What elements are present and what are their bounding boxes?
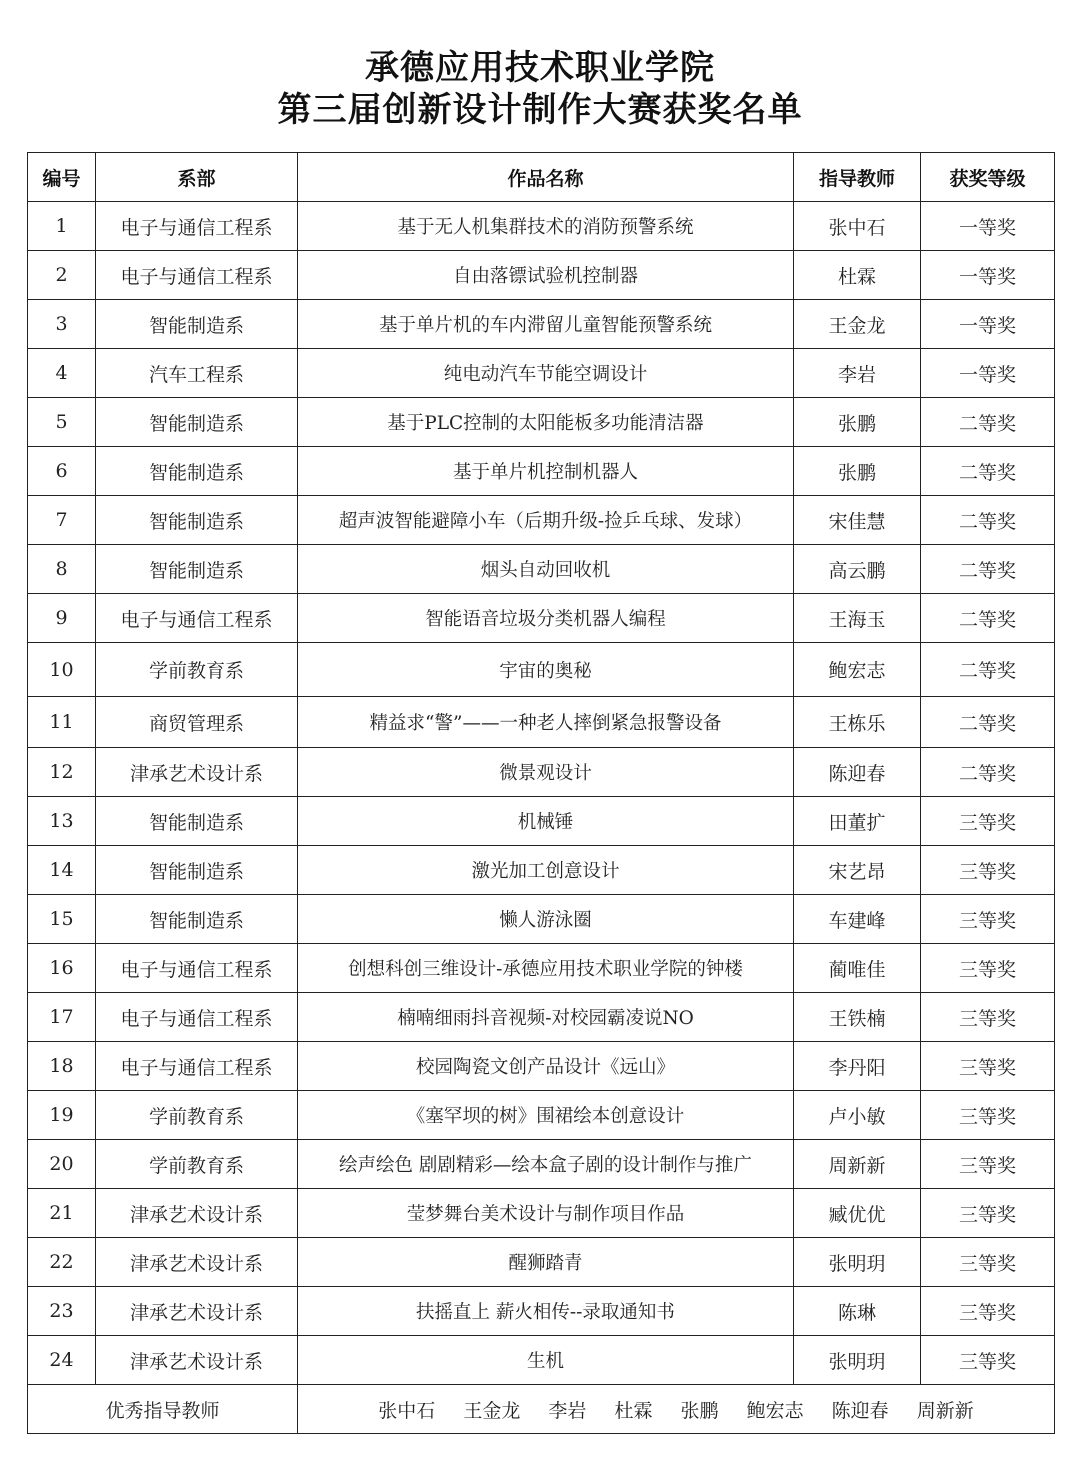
cell-department: 学前教育系 <box>96 1140 298 1189</box>
cell-number: 6 <box>28 447 96 496</box>
cell-number: 23 <box>28 1287 96 1336</box>
table-row <box>28 202 1055 251</box>
cell-department: 汽车工程系 <box>96 349 298 398</box>
cell-number: 14 <box>28 846 96 895</box>
cell-award-level: 三等奖 <box>921 1238 1055 1287</box>
table-row <box>28 643 1055 697</box>
table-row <box>28 251 1055 300</box>
excellent-teacher: 张鹏 <box>680 1399 719 1422</box>
table-row <box>28 895 1055 944</box>
excellent-teacher: 周新新 <box>916 1399 974 1422</box>
cell-work-title: 微景观设计 <box>298 748 794 797</box>
cell-number: 11 <box>28 697 96 748</box>
table-row <box>28 993 1055 1042</box>
cell-teacher: 张鹏 <box>794 398 921 447</box>
cell-award-level: 一等奖 <box>921 300 1055 349</box>
cell-teacher: 宋佳慧 <box>794 496 921 545</box>
cell-department: 智能制造系 <box>96 846 298 895</box>
excellent-teachers-list <box>298 1385 1055 1434</box>
document-subtitle: 第三届创新设计制作大赛获奖名单 <box>277 90 803 130</box>
table-header-row <box>28 153 1055 202</box>
cell-teacher: 王金龙 <box>794 300 921 349</box>
cell-work-title: 智能语音垃圾分类机器人编程 <box>298 594 794 643</box>
table-row <box>28 1189 1055 1238</box>
cell-teacher: 王栋乐 <box>794 697 921 748</box>
cell-teacher: 鲍宏志 <box>794 643 921 697</box>
cell-department: 津承艺术设计系 <box>96 1189 298 1238</box>
table-row <box>28 349 1055 398</box>
cell-award-level: 二等奖 <box>921 594 1055 643</box>
excellent-teacher: 陈迎春 <box>831 1399 889 1422</box>
cell-work-title: 基于无人机集群技术的消防预警系统 <box>298 202 794 251</box>
cell-number: 13 <box>28 797 96 846</box>
cell-teacher: 王铁楠 <box>794 993 921 1042</box>
document-title: 承德应用技术职业学院 <box>365 48 715 88</box>
cell-department: 津承艺术设计系 <box>96 1287 298 1336</box>
cell-department: 智能制造系 <box>96 398 298 447</box>
cell-number: 16 <box>28 944 96 993</box>
cell-work-title: 懒人游泳圈 <box>298 895 794 944</box>
cell-award-level: 三等奖 <box>921 944 1055 993</box>
cell-work-title: 莹梦舞台美术设计与制作项目作品 <box>298 1189 794 1238</box>
table-footer-row <box>28 1385 1055 1434</box>
cell-number: 7 <box>28 496 96 545</box>
cell-department: 学前教育系 <box>96 1091 298 1140</box>
cell-work-title: 醒狮踏青 <box>298 1238 794 1287</box>
cell-award-level: 二等奖 <box>921 643 1055 697</box>
cell-work-title: 基于单片机的车内滞留儿童智能预警系统 <box>298 300 794 349</box>
cell-award-level: 三等奖 <box>921 1091 1055 1140</box>
cell-work-title: 精益求“警”——一种老人摔倒紧急报警设备 <box>298 697 794 748</box>
cell-award-level: 三等奖 <box>921 1189 1055 1238</box>
cell-work-title: 校园陶瓷文创产品设计《远山》 <box>298 1042 794 1091</box>
table-row <box>28 1336 1055 1385</box>
header-teacher: 指导教师 <box>794 153 921 202</box>
cell-department: 智能制造系 <box>96 447 298 496</box>
cell-award-level: 三等奖 <box>921 1287 1055 1336</box>
cell-award-level: 三等奖 <box>921 1042 1055 1091</box>
table-row <box>28 545 1055 594</box>
cell-work-title: 基于PLC控制的太阳能板多功能清洁器 <box>298 398 794 447</box>
cell-teacher: 陈琳 <box>794 1287 921 1336</box>
cell-teacher: 臧优优 <box>794 1189 921 1238</box>
cell-number: 10 <box>28 643 96 697</box>
cell-teacher: 陈迎春 <box>794 748 921 797</box>
cell-number: 3 <box>28 300 96 349</box>
table-row <box>28 1238 1055 1287</box>
cell-work-title: 绘声绘色 剧剧精彩—绘本盒子剧的设计制作与推广 <box>298 1140 794 1189</box>
cell-department: 智能制造系 <box>96 797 298 846</box>
cell-department: 智能制造系 <box>96 895 298 944</box>
cell-teacher: 张鹏 <box>794 447 921 496</box>
cell-number: 12 <box>28 748 96 797</box>
cell-teacher: 张中石 <box>794 202 921 251</box>
cell-work-title: 扶摇直上 薪火相传--录取通知书 <box>298 1287 794 1336</box>
cell-award-level: 三等奖 <box>921 1336 1055 1385</box>
cell-department: 学前教育系 <box>96 643 298 697</box>
table-row <box>28 1091 1055 1140</box>
cell-teacher: 高云鹏 <box>794 545 921 594</box>
table-row <box>28 797 1055 846</box>
cell-number: 4 <box>28 349 96 398</box>
cell-award-level: 三等奖 <box>921 993 1055 1042</box>
cell-work-title: 创想科创三维设计-承德应用技术职业学院的钟楼 <box>298 944 794 993</box>
table-row <box>28 300 1055 349</box>
table-row <box>28 594 1055 643</box>
cell-department: 电子与通信工程系 <box>96 1042 298 1091</box>
cell-department: 智能制造系 <box>96 300 298 349</box>
cell-award-level: 三等奖 <box>921 1140 1055 1189</box>
header-award-level: 获奖等级 <box>921 153 1055 202</box>
cell-department: 津承艺术设计系 <box>96 1336 298 1385</box>
cell-number: 22 <box>28 1238 96 1287</box>
cell-award-level: 一等奖 <box>921 251 1055 300</box>
cell-teacher: 杜霖 <box>794 251 921 300</box>
cell-number: 20 <box>28 1140 96 1189</box>
cell-department: 商贸管理系 <box>96 697 298 748</box>
cell-department: 智能制造系 <box>96 496 298 545</box>
cell-teacher: 李丹阳 <box>794 1042 921 1091</box>
cell-teacher: 车建峰 <box>794 895 921 944</box>
table-row <box>28 447 1055 496</box>
cell-department: 津承艺术设计系 <box>96 748 298 797</box>
cell-work-title: 超声波智能避障小车（后期升级-捡乒乓球、发球） <box>298 496 794 545</box>
excellent-teacher: 杜霖 <box>614 1399 653 1422</box>
cell-department: 津承艺术设计系 <box>96 1238 298 1287</box>
cell-award-level: 一等奖 <box>921 202 1055 251</box>
table-row <box>28 1287 1055 1336</box>
cell-number: 21 <box>28 1189 96 1238</box>
cell-department: 电子与通信工程系 <box>96 251 298 300</box>
cell-work-title: 自由落镖试验机控制器 <box>298 251 794 300</box>
cell-number: 9 <box>28 594 96 643</box>
header-work-title: 作品名称 <box>298 153 794 202</box>
cell-work-title: 激光加工创意设计 <box>298 846 794 895</box>
cell-teacher: 蔺唯佳 <box>794 944 921 993</box>
cell-work-title: 基于单片机控制机器人 <box>298 447 794 496</box>
cell-teacher: 张明玥 <box>794 1238 921 1287</box>
cell-number: 17 <box>28 993 96 1042</box>
excellent-teacher: 李岩 <box>548 1399 587 1422</box>
cell-award-level: 三等奖 <box>921 895 1055 944</box>
cell-department: 电子与通信工程系 <box>96 202 298 251</box>
cell-department: 智能制造系 <box>96 545 298 594</box>
table-row <box>28 846 1055 895</box>
header-department: 系部 <box>96 153 298 202</box>
cell-award-level: 一等奖 <box>921 349 1055 398</box>
cell-award-level: 二等奖 <box>921 496 1055 545</box>
table-row <box>28 496 1055 545</box>
cell-teacher: 王海玉 <box>794 594 921 643</box>
excellent-teacher: 鲍宏志 <box>746 1399 804 1422</box>
cell-teacher: 周新新 <box>794 1140 921 1189</box>
table-row <box>28 944 1055 993</box>
cell-work-title: 纯电动汽车节能空调设计 <box>298 349 794 398</box>
cell-award-level: 二等奖 <box>921 545 1055 594</box>
excellent-teacher: 王金龙 <box>463 1399 521 1422</box>
cell-department: 电子与通信工程系 <box>96 993 298 1042</box>
cell-number: 5 <box>28 398 96 447</box>
cell-work-title: 《塞罕坝的树》围裙绘本创意设计 <box>298 1091 794 1140</box>
cell-work-title: 烟头自动回收机 <box>298 545 794 594</box>
cell-award-level: 三等奖 <box>921 797 1055 846</box>
cell-department: 电子与通信工程系 <box>96 594 298 643</box>
cell-award-level: 二等奖 <box>921 697 1055 748</box>
cell-number: 24 <box>28 1336 96 1385</box>
table-row <box>28 697 1055 748</box>
cell-number: 2 <box>28 251 96 300</box>
cell-teacher: 田董扩 <box>794 797 921 846</box>
cell-award-level: 二等奖 <box>921 748 1055 797</box>
table-row <box>28 1042 1055 1091</box>
table-row <box>28 398 1055 447</box>
cell-number: 8 <box>28 545 96 594</box>
cell-work-title: 宇宙的奥秘 <box>298 643 794 697</box>
table-row <box>28 748 1055 797</box>
cell-work-title: 机械锤 <box>298 797 794 846</box>
cell-teacher: 卢小敏 <box>794 1091 921 1140</box>
cell-award-level: 二等奖 <box>921 398 1055 447</box>
cell-teacher: 宋艺昂 <box>794 846 921 895</box>
header-number: 编号 <box>28 153 96 202</box>
cell-department: 电子与通信工程系 <box>96 944 298 993</box>
table-body <box>28 202 1055 1385</box>
cell-number: 15 <box>28 895 96 944</box>
excellent-teachers-label: 优秀指导教师 <box>28 1385 298 1434</box>
cell-teacher: 李岩 <box>794 349 921 398</box>
cell-number: 18 <box>28 1042 96 1091</box>
cell-award-level: 三等奖 <box>921 846 1055 895</box>
cell-number: 19 <box>28 1091 96 1140</box>
cell-award-level: 二等奖 <box>921 447 1055 496</box>
award-table <box>27 152 1055 1434</box>
cell-work-title: 楠喃细雨抖音视频-对校园霸凌说NO <box>298 993 794 1042</box>
table-row <box>28 1140 1055 1189</box>
cell-number: 1 <box>28 202 96 251</box>
cell-teacher: 张明玥 <box>794 1336 921 1385</box>
cell-work-title: 生机 <box>298 1336 794 1385</box>
excellent-teacher: 张中石 <box>378 1399 436 1422</box>
